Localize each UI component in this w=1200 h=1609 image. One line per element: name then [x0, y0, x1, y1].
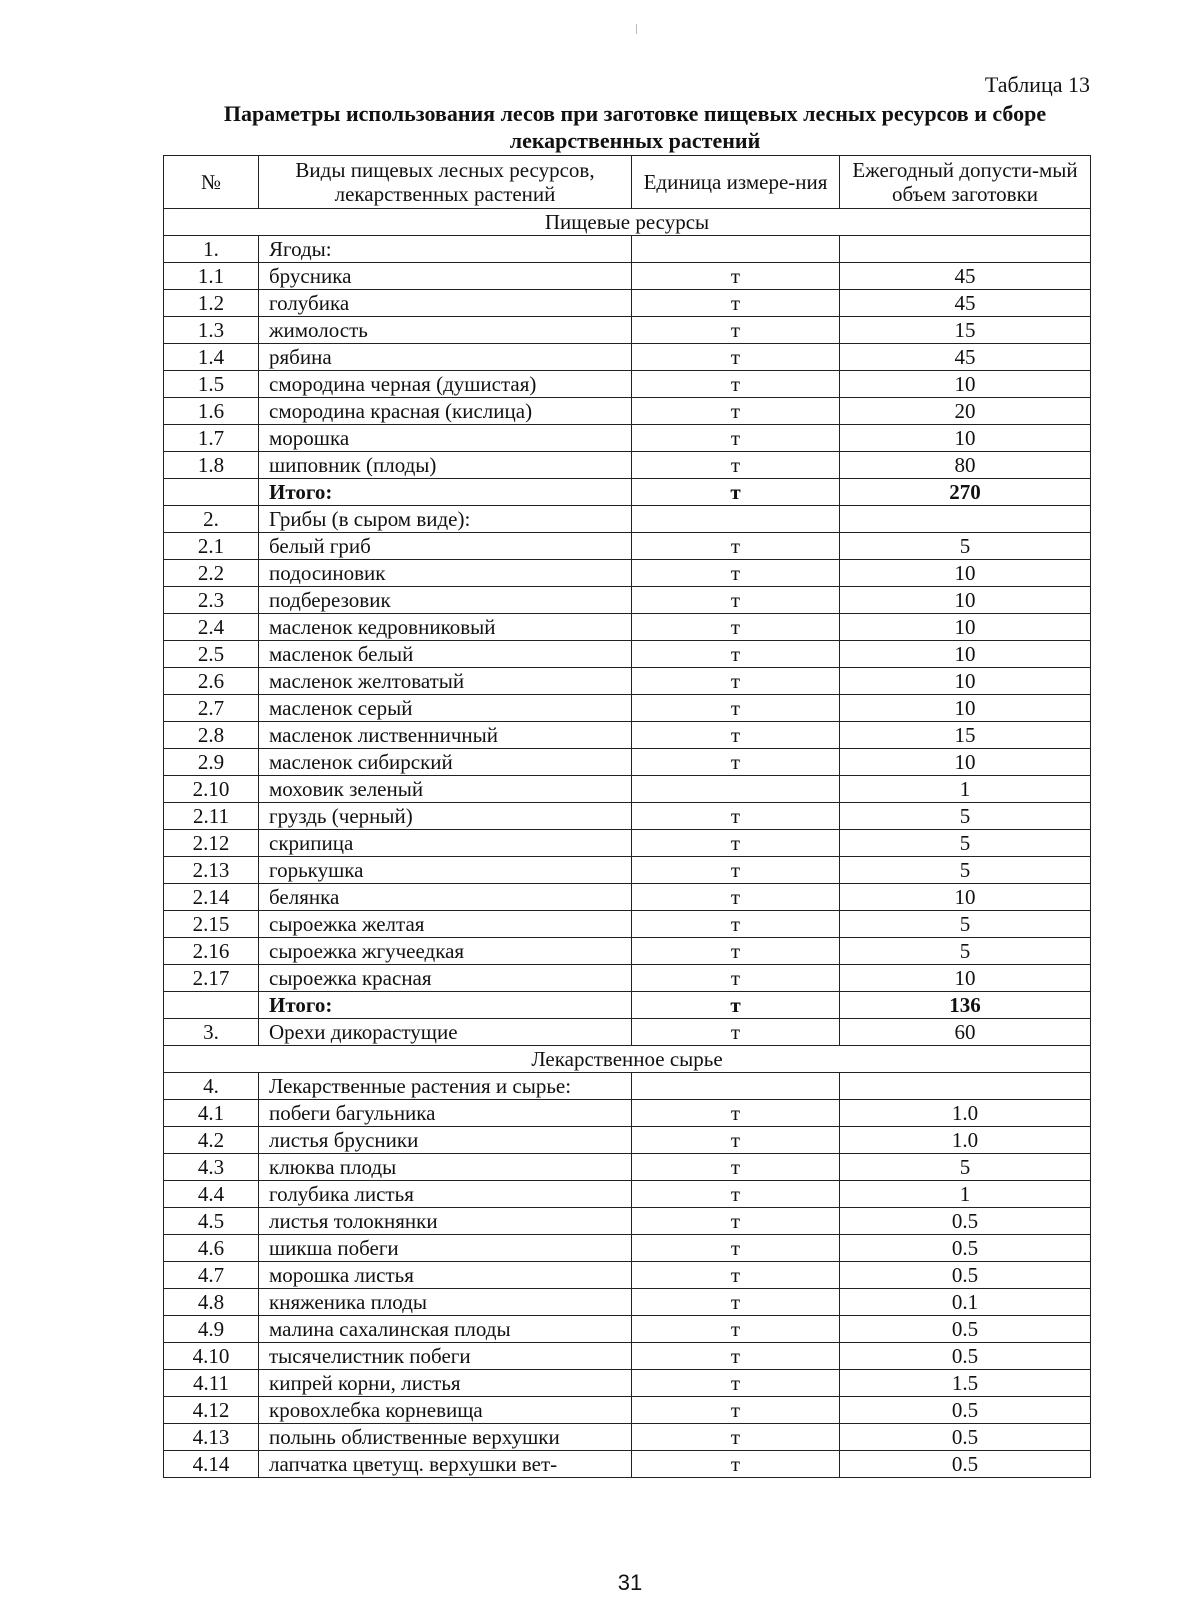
volume-cell: 1.5	[840, 1370, 1091, 1397]
resource-name: белянка	[259, 884, 632, 911]
resource-name: брусника	[259, 263, 632, 290]
unit-cell: т	[632, 344, 840, 371]
row-number: 1.	[164, 236, 259, 263]
row-number: 2.8	[164, 722, 259, 749]
resource-name: листья брусники	[259, 1127, 632, 1154]
row-number: 4.1	[164, 1100, 259, 1127]
section-label: Лекарственное сырье	[164, 1046, 1091, 1073]
resource-name: скрипица	[259, 830, 632, 857]
volume-cell	[840, 1073, 1091, 1100]
resource-name: сыроежка желтая	[259, 911, 632, 938]
volume-cell: 15	[840, 317, 1091, 344]
resource-name: моховик зеленый	[259, 776, 632, 803]
group-row	[164, 1073, 1091, 1100]
row-number: 4.3	[164, 1154, 259, 1181]
table-body	[164, 209, 1091, 1478]
volume-cell: 5	[840, 857, 1091, 884]
volume-cell: 0.5	[840, 1451, 1091, 1478]
row-number: 2.16	[164, 938, 259, 965]
table-row	[164, 263, 1091, 290]
title-line-2: лекарственных растений	[509, 128, 761, 153]
unit-cell: т	[632, 1289, 840, 1316]
volume-cell: 10	[840, 884, 1091, 911]
unit-cell: т	[632, 641, 840, 668]
volume-cell: 10	[840, 641, 1091, 668]
resource-name: смородина черная (душистая)	[259, 371, 632, 398]
row-number: 2.14	[164, 884, 259, 911]
resource-name: масленок серый	[259, 695, 632, 722]
unit-cell: т	[632, 803, 840, 830]
unit-cell: т	[632, 695, 840, 722]
table-row	[164, 884, 1091, 911]
table-row	[164, 290, 1091, 317]
table-row	[164, 1343, 1091, 1370]
unit-cell: т	[632, 1154, 840, 1181]
volume-cell: 10	[840, 695, 1091, 722]
row-number: 1.4	[164, 344, 259, 371]
group-row	[164, 236, 1091, 263]
row-number: 1.2	[164, 290, 259, 317]
volume-cell: 15	[840, 722, 1091, 749]
document-title	[160, 100, 1110, 154]
resource-name: Итого:	[259, 479, 632, 506]
page-number: 31	[617, 1570, 643, 1595]
resource-name: белый гриб	[259, 533, 632, 560]
table-row	[164, 749, 1091, 776]
table-row	[164, 371, 1091, 398]
resource-name: рябина	[259, 344, 632, 371]
volume-cell: 20	[840, 398, 1091, 425]
row-number: 2.13	[164, 857, 259, 884]
row-number: 2.3	[164, 587, 259, 614]
row-number: 2.5	[164, 641, 259, 668]
volume-cell: 10	[840, 587, 1091, 614]
row-number: 4.7	[164, 1262, 259, 1289]
scan-mark	[636, 24, 637, 34]
row-number: 1.3	[164, 317, 259, 344]
resource-name: клюква плоды	[259, 1154, 632, 1181]
table-row	[164, 344, 1091, 371]
table-row	[164, 857, 1091, 884]
table-row	[164, 452, 1091, 479]
table-row	[164, 803, 1091, 830]
table-row	[164, 965, 1091, 992]
unit-cell: т	[632, 371, 840, 398]
header-volume: Ежегодный допусти-мый объем заготовки	[840, 156, 1091, 209]
unit-cell: т	[632, 911, 840, 938]
volume-cell: 1	[840, 776, 1091, 803]
resource-name: полынь облиственные верхушки	[259, 1424, 632, 1451]
table-row	[164, 1235, 1091, 1262]
header-unit: Единица измере-ния	[632, 156, 840, 209]
table-row	[164, 695, 1091, 722]
unit-cell: т	[632, 749, 840, 776]
unit-cell	[632, 776, 840, 803]
row-number: 4.9	[164, 1316, 259, 1343]
unit-cell: т	[632, 830, 840, 857]
table-row	[164, 1451, 1091, 1478]
table-row	[164, 641, 1091, 668]
resource-name: подберезовик	[259, 587, 632, 614]
unit-cell: т	[632, 1451, 840, 1478]
resources-table	[163, 155, 1091, 1478]
row-number: 4.	[164, 1073, 259, 1100]
resource-name: масленок белый	[259, 641, 632, 668]
volume-cell: 10	[840, 965, 1091, 992]
unit-cell: т	[632, 1397, 840, 1424]
table-row	[164, 1100, 1091, 1127]
group-row	[164, 506, 1091, 533]
table-row	[164, 1208, 1091, 1235]
table-row	[164, 776, 1091, 803]
resource-name: княженика плоды	[259, 1289, 632, 1316]
unit-cell: т	[632, 1235, 840, 1262]
unit-cell: т	[632, 1424, 840, 1451]
resource-name: груздь (черный)	[259, 803, 632, 830]
row-number: 1.6	[164, 398, 259, 425]
volume-cell: 5	[840, 1154, 1091, 1181]
volume-cell: 0.5	[840, 1235, 1091, 1262]
table-row	[164, 1019, 1091, 1046]
volume-cell: 10	[840, 614, 1091, 641]
row-number: 4.6	[164, 1235, 259, 1262]
row-number: 2.17	[164, 965, 259, 992]
row-number: 4.5	[164, 1208, 259, 1235]
total-row	[164, 992, 1091, 1019]
table-label: Таблица 13	[984, 72, 1090, 97]
unit-cell: т	[632, 263, 840, 290]
volume-cell	[840, 506, 1091, 533]
unit-cell: т	[632, 857, 840, 884]
unit-cell: т	[632, 425, 840, 452]
table-row	[164, 614, 1091, 641]
volume-cell: 80	[840, 452, 1091, 479]
resource-name: масленок желтоватый	[259, 668, 632, 695]
header-num: №	[164, 156, 259, 209]
resource-name: голубика листья	[259, 1181, 632, 1208]
title-line-1: Параметры использования лесов при заготовке пищевых лесных ресурсов и сборе	[223, 101, 1047, 126]
volume-cell: 45	[840, 290, 1091, 317]
unit-cell	[632, 506, 840, 533]
resource-name: подосиновик	[259, 560, 632, 587]
table-row	[164, 1316, 1091, 1343]
unit-cell: т	[632, 1100, 840, 1127]
row-number: 1.5	[164, 371, 259, 398]
unit-cell: т	[632, 479, 840, 506]
row-number: 2.4	[164, 614, 259, 641]
volume-cell: 10	[840, 749, 1091, 776]
resource-name: Грибы (в сыром виде):	[259, 506, 632, 533]
resource-name: сыроежка красная	[259, 965, 632, 992]
table-row	[164, 830, 1091, 857]
row-number: 2.10	[164, 776, 259, 803]
row-number: 4.10	[164, 1343, 259, 1370]
resource-name: масленок сибирский	[259, 749, 632, 776]
row-number: 1.7	[164, 425, 259, 452]
table-row	[164, 587, 1091, 614]
unit-cell: т	[632, 1208, 840, 1235]
volume-cell: 5	[840, 803, 1091, 830]
section-row	[164, 1046, 1091, 1073]
resource-name: масленок лиственничный	[259, 722, 632, 749]
table-row	[164, 1262, 1091, 1289]
table-row	[164, 1370, 1091, 1397]
resource-name: морошка	[259, 425, 632, 452]
volume-cell	[840, 236, 1091, 263]
table-row	[164, 533, 1091, 560]
table-row	[164, 938, 1091, 965]
resource-name: жимолость	[259, 317, 632, 344]
table-row	[164, 1181, 1091, 1208]
unit-cell: т	[632, 1019, 840, 1046]
row-number	[164, 992, 259, 1019]
row-number: 4.12	[164, 1397, 259, 1424]
volume-cell: 1.0	[840, 1100, 1091, 1127]
unit-cell: т	[632, 587, 840, 614]
resource-name: Лекарственные растения и сырье:	[259, 1073, 632, 1100]
unit-cell: т	[632, 992, 840, 1019]
resource-name: малина сахалинская плоды	[259, 1316, 632, 1343]
volume-cell: 0.1	[840, 1289, 1091, 1316]
volume-cell: 10	[840, 425, 1091, 452]
table-row	[164, 317, 1091, 344]
row-number: 4.4	[164, 1181, 259, 1208]
row-number: 2.6	[164, 668, 259, 695]
section-row	[164, 209, 1091, 236]
table-row	[164, 1424, 1091, 1451]
unit-cell: т	[632, 614, 840, 641]
resource-name: шикша побеги	[259, 1235, 632, 1262]
header-name: Виды пищевых лесных ресурсов, лекарственных растений	[259, 156, 632, 209]
unit-cell: т	[632, 290, 840, 317]
resource-name: сыроежка жгучеедкая	[259, 938, 632, 965]
unit-cell: т	[632, 1370, 840, 1397]
table-row	[164, 1127, 1091, 1154]
unit-cell	[632, 236, 840, 263]
resource-name: Ягоды:	[259, 236, 632, 263]
unit-cell: т	[632, 668, 840, 695]
resource-name: горькушка	[259, 857, 632, 884]
volume-cell: 5	[840, 911, 1091, 938]
resource-name: лапчатка цветущ. верхушки вет-	[259, 1451, 632, 1478]
volume-cell: 45	[840, 263, 1091, 290]
unit-cell: т	[632, 452, 840, 479]
row-number: 2.7	[164, 695, 259, 722]
resource-name: масленок кедровниковый	[259, 614, 632, 641]
resource-name: кипрей корни, листья	[259, 1370, 632, 1397]
unit-cell: т	[632, 560, 840, 587]
unit-cell: т	[632, 938, 840, 965]
resource-name: листья толокнянки	[259, 1208, 632, 1235]
table-row	[164, 1154, 1091, 1181]
row-number: 2.1	[164, 533, 259, 560]
volume-cell: 136	[840, 992, 1091, 1019]
row-number: 3.	[164, 1019, 259, 1046]
row-number: 2.12	[164, 830, 259, 857]
resource-name: голубика	[259, 290, 632, 317]
unit-cell: т	[632, 533, 840, 560]
volume-cell: 0.5	[840, 1262, 1091, 1289]
volume-cell: 5	[840, 533, 1091, 560]
resource-name: кровохлебка корневища	[259, 1397, 632, 1424]
row-number: 4.14	[164, 1451, 259, 1478]
row-number: 2.11	[164, 803, 259, 830]
resource-name: Орехи дикорастущие	[259, 1019, 632, 1046]
row-number: 1.8	[164, 452, 259, 479]
table-row	[164, 911, 1091, 938]
unit-cell: т	[632, 1127, 840, 1154]
unit-cell: т	[632, 317, 840, 344]
volume-cell: 270	[840, 479, 1091, 506]
table-row	[164, 722, 1091, 749]
table-row	[164, 668, 1091, 695]
table-header-row	[164, 156, 1091, 209]
row-number: 4.13	[164, 1424, 259, 1451]
volume-cell: 0.5	[840, 1397, 1091, 1424]
unit-cell: т	[632, 884, 840, 911]
volume-cell: 10	[840, 371, 1091, 398]
section-label: Пищевые ресурсы	[164, 209, 1091, 236]
volume-cell: 10	[840, 560, 1091, 587]
volume-cell: 1	[840, 1181, 1091, 1208]
volume-cell: 0.5	[840, 1316, 1091, 1343]
unit-cell: т	[632, 965, 840, 992]
volume-cell: 5	[840, 830, 1091, 857]
row-number: 4.11	[164, 1370, 259, 1397]
resource-name: шиповник (плоды)	[259, 452, 632, 479]
resource-name: тысячелистник побеги	[259, 1343, 632, 1370]
unit-cell: т	[632, 722, 840, 749]
table-row	[164, 425, 1091, 452]
resource-name: Итого:	[259, 992, 632, 1019]
row-number	[164, 479, 259, 506]
table-row	[164, 1289, 1091, 1316]
resource-name: морошка листья	[259, 1262, 632, 1289]
row-number: 2.15	[164, 911, 259, 938]
row-number: 1.1	[164, 263, 259, 290]
volume-cell: 5	[840, 938, 1091, 965]
unit-cell: т	[632, 1316, 840, 1343]
resource-name: смородина красная (кислица)	[259, 398, 632, 425]
unit-cell: т	[632, 398, 840, 425]
unit-cell	[632, 1073, 840, 1100]
volume-cell: 0.5	[840, 1424, 1091, 1451]
volume-cell: 45	[840, 344, 1091, 371]
volume-cell: 0.5	[840, 1343, 1091, 1370]
table-row	[164, 1397, 1091, 1424]
volume-cell: 60	[840, 1019, 1091, 1046]
row-number: 2.2	[164, 560, 259, 587]
volume-cell: 1.0	[840, 1127, 1091, 1154]
table-row	[164, 398, 1091, 425]
resource-name: побеги багульника	[259, 1100, 632, 1127]
unit-cell: т	[632, 1262, 840, 1289]
row-number: 2.	[164, 506, 259, 533]
row-number: 4.8	[164, 1289, 259, 1316]
total-row	[164, 479, 1091, 506]
volume-cell: 0.5	[840, 1208, 1091, 1235]
volume-cell: 10	[840, 668, 1091, 695]
row-number: 2.9	[164, 749, 259, 776]
unit-cell: т	[632, 1343, 840, 1370]
table-row	[164, 560, 1091, 587]
row-number: 4.2	[164, 1127, 259, 1154]
unit-cell: т	[632, 1181, 840, 1208]
